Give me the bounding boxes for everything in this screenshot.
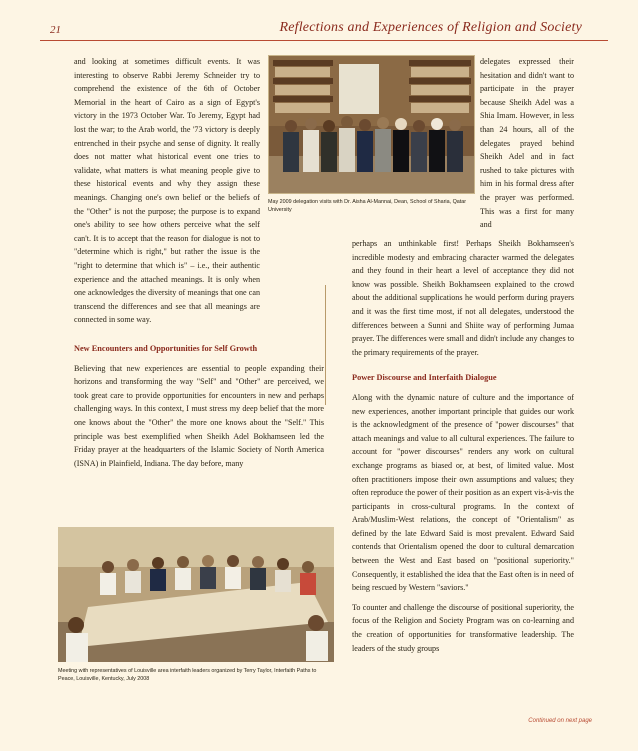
page-number: 21 <box>50 24 61 36</box>
continued-next-page: Continued on next page <box>528 718 592 724</box>
meeting-photo-caption: Meeting with representatives of Louisville area interfaith leaders organized by Terry Taylor, Interfaith Paths to Peace, Louisville, Kentucky, July 2008 <box>58 668 317 682</box>
right-paragraph-2: Along with the dynamic nature of culture and the importance of new experiences, another important principle that guides our work is the acknowledgment of the presence of "power discourses" that attach meanings and value to all cultural experiences. The failure to account for "power discourses" renders any work on cultural exchange programs as biased or, at best, of limited value. Most often practitioners impose their own assumptions and values; they often reproduce the power of their position as an expert vis-à-vis the participants in cross-cultural programs. In the context of Arab/Muslim-West relations, the concept of "Orientalism" as defined by the late Edward Said is most prevalent. Edward Said contends that Orientalism opened the door to cultural demarcation between the West and East based on "positional superiority." Consequently, it established the idea that the East often is in need of being rescued by Western "saviors." <box>352 392 574 593</box>
left-column <box>74 55 260 327</box>
left-paragraph-2: Believing that new experiences are essential to people expanding their horizons and transforming the way "Self" and "Other" are perceived, we took great care to provide opportunities for encounters in new and perhaps challenging ways. In this context, I must stress my deep belief that the more one knows about the "Other" the more one knows about the "Self." This principle was best exemplified when Sheikh Adel Bokhamseen led the Friday prayer at the headquarters of the Islamic Society of North America (ISNA) in Plainfield, Indiana. The day before, many <box>74 363 324 468</box>
left-column-lower <box>74 335 324 470</box>
right-narrow-paragraph: delegates expressed their hesitation and didn't want to participate in the prayer because Sheikh Adel was a Shia Imam. However, in less than 24 hours, all of the delegates prayed behind Sheikh Adel and in fact rushed to take pictures with him in his formal dress after the prayer was performed. This was a first for many and <box>480 57 574 230</box>
right-column <box>352 237 574 655</box>
page-header <box>0 0 638 48</box>
right-paragraph-1: perhaps an unthinkable first! Perhaps Sheikh Bokhamseen's incredible modesty and embracing character warmed the delegates and they found in their heart a level of acceptance they did not know was possible. Sheikh Bokhamseen explained to the crowd about the additional supplications he would perform during prayers and it was the first time most, if not all delegates, understood the differences between a Sunni and Shiite way of performing Jumaa prayer. The differences were small and didn't include any changes to the primary requirements of the prayer. <box>352 239 574 357</box>
section-heading-power-discourse: Power Discourse and Interfaith Dialogue <box>352 373 497 383</box>
column-divider <box>325 285 326 405</box>
right-paragraph-3: To counter and challenge the discourse of positional superiority, the focus of the Religion and Society Program was on co-learning and the creation of opportunities for transformative leadership. The leaders of the study groups <box>352 602 574 653</box>
running-title: Reflections and Experiences of Religion and Society <box>279 20 582 35</box>
delegation-photo-caption: May 2009 delegation visits with Dr. Aisha Al-Mannai, Dean, School of Sharia, Qatar University <box>268 199 467 213</box>
delegation-photo <box>268 55 475 194</box>
section-heading-self-growth: New Encounters and Opportunities for Self Growth <box>74 344 258 353</box>
right-narrow-column <box>480 55 574 232</box>
header-rule <box>40 40 608 41</box>
meeting-photo <box>58 527 334 662</box>
left-paragraph-1: and looking at sometimes difficult events. It was interesting to observe Rabbi Jeremy Schneider try to comprehend the existence of the 6th of October Memorial in the heart of Cairo as a sign of Egypt's victory in the 1973 October War. To Jeremy, Egypt had lost the war; to the Arab world, the '73 victory is deeply entrenched in their psyche and sense of dignity. It really does not matter what historical event one tries to validate, what matters is what meaning people give to these historical events and why they assign these meanings. Changing one's own belief or the beliefs of the "Other" is not the purpose; the purpose is to expand one's ability to see how others perceive what the self can't. It is to accept that the reason for dialogue is not to "determine which is right," but rather the issue is the "right to determine that which is" – i.e., their authentic experience and the attached meanings. It is only when one acknowledges the diversity of meanings that one can transcend the differences and see that all meanings are connected in some way. <box>74 57 260 325</box>
